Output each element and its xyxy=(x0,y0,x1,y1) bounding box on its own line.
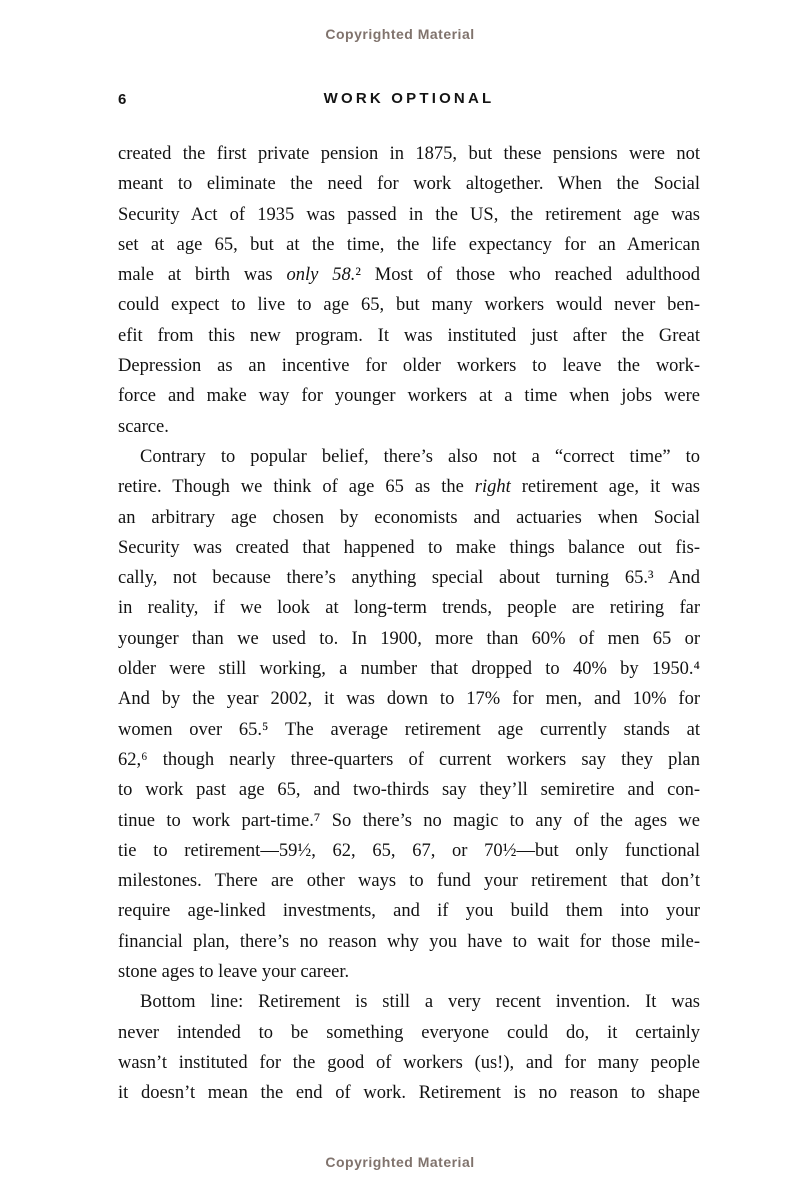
body-italic-segment: right xyxy=(474,477,511,498)
body-line: milestones. There are other ways to fund your retirement that don’t xyxy=(118,871,700,892)
body-line: to work past age 65, and two-thirds say they’ll semiretire and con- xyxy=(118,780,700,801)
body-line: an arbitrary age chosen by economists and actuaries when Social xyxy=(118,507,700,528)
running-header xyxy=(118,90,700,110)
body-text xyxy=(118,139,700,1109)
body-line: older were still working, a number that dropped to 40% by 1950.⁴ xyxy=(118,659,700,680)
body-line: meant to eliminate the need for work altogether. When the Social xyxy=(118,174,700,195)
body-line: tie to retirement—59½, 62, 65, 67, or 70½—but only functional xyxy=(118,840,700,861)
page-number: 6 xyxy=(118,91,127,108)
body-line: younger than we used to. In 1900, more than 60% of men 65 or xyxy=(118,628,700,649)
body-line: it doesn’t mean the end of work. Retirement is no reason to shape xyxy=(118,1083,700,1104)
body-line: women over 65.⁵ The average retirement age currently stands at xyxy=(118,719,700,740)
body-line: 62,⁶ though nearly three-quarters of current workers say they plan xyxy=(118,749,700,770)
body-line: Bottom line: Retirement is still a very recent invention. It was xyxy=(140,992,700,1013)
body-line: force and make way for younger workers at a time when jobs were xyxy=(118,386,700,407)
body-line: efit from this new program. It was instituted just after the Great xyxy=(118,325,700,346)
body-line: financial plan, there’s no reason why you have to wait for those mile- xyxy=(118,931,700,952)
body-segment: male at birth was xyxy=(118,265,287,286)
body-line: Security Act of 1935 was passed in the US, the retirement age was xyxy=(118,204,700,225)
body-line: created the first private pension in 1875, but these pensions were not xyxy=(118,144,700,164)
body-line: never intended to be something everyone could do, it certainly xyxy=(118,1022,700,1043)
body-line: cally, not because there’s anything special about turning 65.³ And xyxy=(118,568,700,589)
body-segment: ² Most of those who reached adulthood xyxy=(355,265,701,286)
body-line: could expect to live to age 65, but many workers would never ben- xyxy=(118,295,700,316)
body-line: require age-linked investments, and if you build them into your xyxy=(118,901,700,922)
body-line: wasn’t instituted for the good of workers (us!), and for many people xyxy=(118,1052,700,1073)
body-line: Contrary to popular belief, there’s also not a “correct time” to xyxy=(140,446,700,467)
body-line xyxy=(118,472,700,502)
body-line: set at age 65, but at the time, the life expectancy for an American xyxy=(118,234,700,255)
body-line: And by the year 2002, it was down to 17% for men, and 10% for xyxy=(118,689,700,710)
copyright-notice-top: Copyrighted Material xyxy=(325,26,475,42)
body-italic-segment: only 58. xyxy=(286,265,356,286)
body-line xyxy=(118,260,700,290)
running-header-title: WORK OPTIONAL xyxy=(323,90,495,107)
body-line: stone ages to leave your career. xyxy=(118,962,350,983)
body-line: Depression as an incentive for older workers to leave the work- xyxy=(118,356,700,377)
body-line: Security was created that happened to make things balance out fis- xyxy=(118,537,700,558)
body-segment: retirement age, it was xyxy=(510,477,700,498)
body-segment: retire. Though we think of age 65 as the xyxy=(118,477,475,498)
body-line: scarce. xyxy=(118,416,169,437)
body-line: tinue to work part-time.⁷ So there’s no magic to any of the ages we xyxy=(118,810,700,831)
body-line: in reality, if we look at long-term trends, people are retiring far xyxy=(118,598,700,619)
copyright-notice-bottom: Copyrighted Material xyxy=(325,1154,475,1170)
